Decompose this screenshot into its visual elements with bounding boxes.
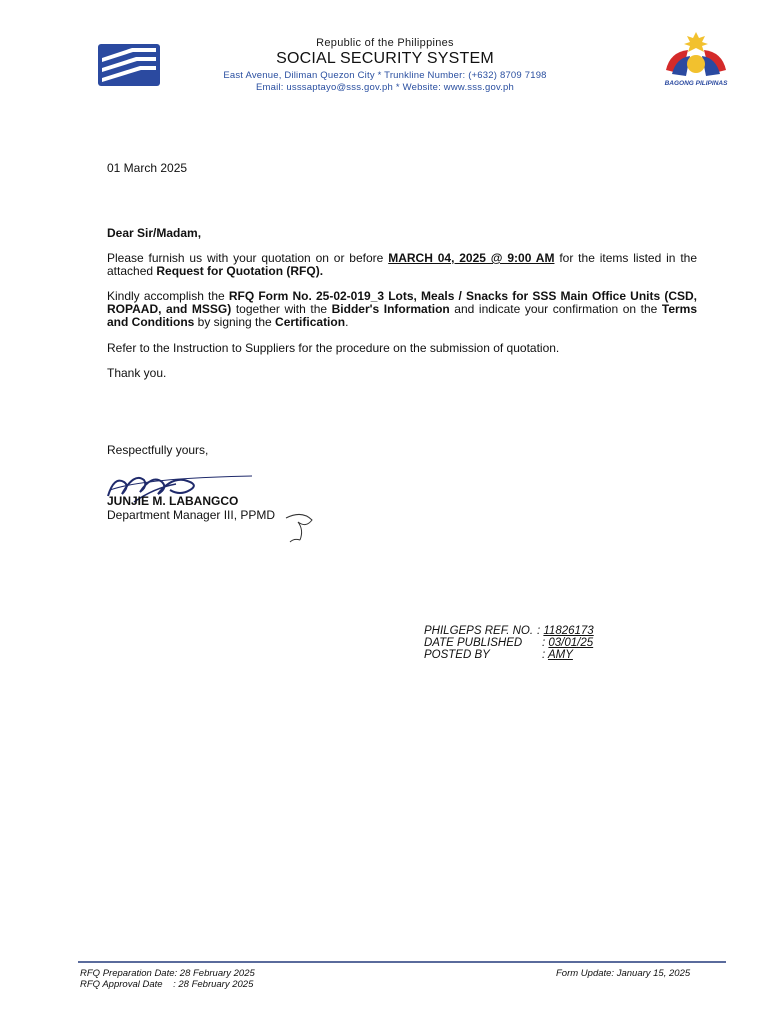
p2-text-d: by signing the [194,315,276,329]
posted-by-row: POSTED BY : AMY [424,649,573,661]
date-published-value: 03/01/25 [548,637,594,649]
signer-name: JUNJIE M. LABANGCO [107,494,239,508]
posted-by-value: AMY [547,649,573,661]
bagong-pilipinas-logo [658,30,734,90]
philgeps-ref-row: PHILGEPS REF. NO. : 11826173 [424,625,594,637]
p2-text-e: . [345,315,349,329]
agency-title: SOCIAL SECURITY SYSTEM [276,50,494,67]
agency-contact: Email: usssaptayo@sss.gov.ph * Website: www.sss.gov.ph [255,82,515,93]
signer-position: Department Manager III, PPMD [107,508,276,522]
rfq-preparation-date: RFQ Preparation Date: 28 February 2025 [80,968,255,979]
p2-text-b: together with the [231,302,332,316]
philgeps-ref-value: 11826173 [543,625,594,637]
p2-text-c: and indicate your confirmation on the [449,302,662,316]
paragraph-deadline [107,252,697,278]
republic-line: Republic of the Philippines [316,37,454,49]
paragraph-refer: Refer to the Instruction to Suppliers for the procedure on the submission of quotation. [107,341,560,355]
p1-text-b: for the items listed in the attached [107,251,697,278]
certification-text: Certification [275,315,346,329]
terms-text: Terms and Conditions [107,302,698,329]
footer-rule [78,961,726,963]
salutation: Dear Sir/Madam, [107,226,202,240]
posted-by-label: POSTED BY [424,649,490,661]
philgeps-ref-label: PHILGEPS REF. NO. [424,625,534,637]
rfq-form-text: RFQ Form No. 25-02-019_3 Lots, Meals / Snacks for SSS Main Office Units (CSD, ROPAAD, and MSSG) [107,289,698,316]
rfq-approval-date: RFQ Approval Date : 28 February 2025 [80,979,254,990]
p1-text-a: Please furnish us with your quotation on or before [107,251,389,265]
paragraph-thanks: Thank you. [107,366,167,380]
bidder-info-text: Bidder's Information [331,302,450,316]
date-published-label: DATE PUBLISHED [424,637,523,649]
initial-mark [282,508,318,544]
bagong-pilipinas-logo-text: BAGONG PILIPINAS [664,80,728,87]
rfq-text: Request for Quotation (RFQ). [156,264,324,278]
paragraph-instructions [107,290,697,329]
form-update-date: Form Update: January 15, 2025 [556,968,691,979]
closing: Respectfully yours, [107,443,209,457]
letter-date: 01 March 2025 [107,161,188,175]
p2-text-a: Kindly accomplish the [107,289,229,303]
deadline-text: MARCH 04, 2025 @ 9:00 AM [388,251,555,265]
agency-address: East Avenue, Diliman Quezon City * Trunkline Number: (+632) 8709 7198 [223,70,547,81]
date-published-row: DATE PUBLISHED : 03/01/25 [424,637,594,649]
